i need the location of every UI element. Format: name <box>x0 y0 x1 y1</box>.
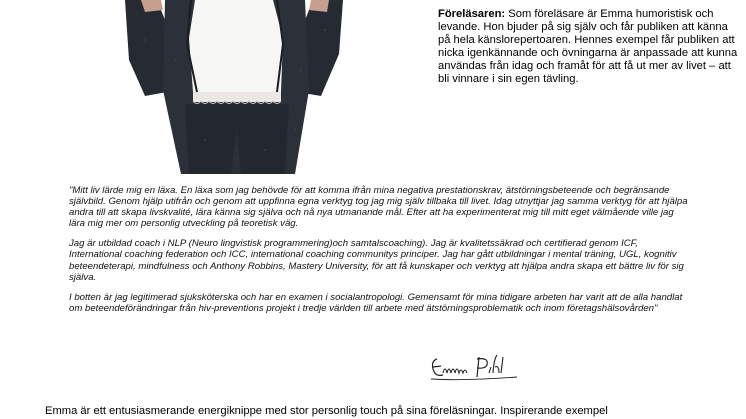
speaker-quote <box>69 185 689 323</box>
quote-paragraph-1: "Mitt liv lärde mig en läxa. En läxa som jag behövde för att komma ifrån mina negativa prestationskrav, ätstörningsbeteende och begränsande självbild. Genom hjälp utifrån och genom att uppfinna egna verktyg tog jag mig själv tillbaka till livet. Idag utnyttjar jag samma verktyg för att hjälpa andra till att skapa livskvalité, lära känna sig själva och nå nya utmanande mål. Efter att ha experimenterat mig till mitt eget välmående ville jag lära mig mer om personlig utveckling på teoretisk väg. <box>69 185 688 230</box>
speaker-bio <box>438 8 738 85</box>
quote-paragraph-3: I botten är jag legitimerad sjuksköterska och har en examen i socialantropologi. Gemensamt för mina tidigare arbeten har varit att de alla handlat om beteendeförändringar från hiv-preventions projekt i tredje världen till arbete med ätstörningsproblematik och inom företagshälsovården" <box>69 291 683 314</box>
footer-text: Emma är ett entusiasmerande energiknippe med stor personlig touch på sina föreläsningar. Inspirerande exempel <box>45 405 608 417</box>
bio-text: Som föreläsare är Emma humoristisk och levande. Hon bjuder på sig själv och får publiken att känna på hela känslorepertoaren. Hennes exempel får publiken att nicka igenkännande och övningarna är anpassade att kunna användas från idag och framåt för att få ut mer av livet – att bli vinnare i sin egen tävling. <box>438 8 738 85</box>
bio-lead: Föreläsaren: <box>438 8 506 20</box>
signature-emma-pihl <box>427 353 523 383</box>
speaker-photo <box>45 0 410 174</box>
speaker-photo-illustration <box>45 0 410 174</box>
quote-paragraph-2: Jag är utbildad coach i NLP (Neuro lingvistisk programmering)och samtalscoaching). Jag är kvalitetssäkrad och certifierad genom ICF, International coaching federation och ICC, international coaching communitys principer. Jag har gått utbildningar i mental träning, UGL, kognitiv beteendeterapi, mindfulness och Anthony Robbins, Mastery University, för att få kunskaper och verktyg att hjälpa andra skapa ett bättre liv för sig själva. <box>69 238 684 283</box>
